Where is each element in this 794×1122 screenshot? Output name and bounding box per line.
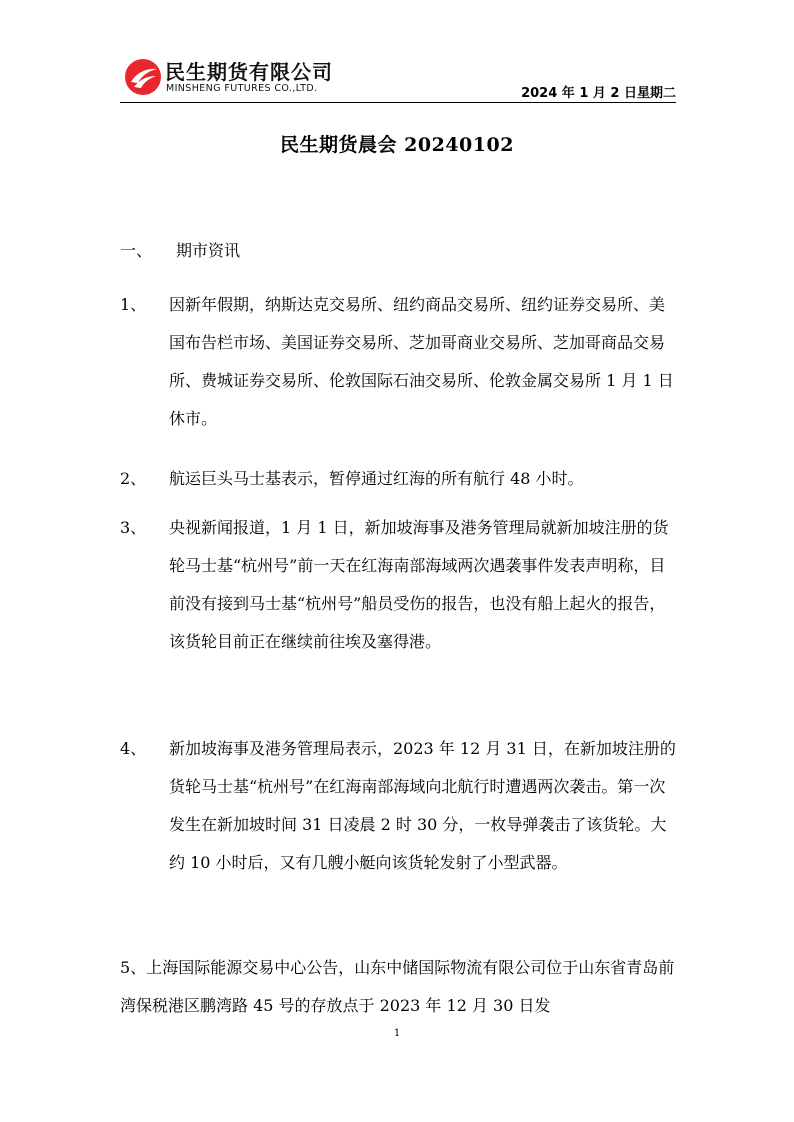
section-number: 一、 xyxy=(120,241,153,260)
section-label: 期市资讯 xyxy=(176,241,241,260)
item-number: 5、 xyxy=(120,958,147,977)
item-text: 央视新闻报道，1 月 1 日，新加坡海事及港务管理局就新加坡注册的货轮马士基“杭州号”前一天在红海南部海域两次遇袭事件发表声明称，目前没有接到马士基“杭州号”船员受伤的报告，也没有船上起火的报告，该货轮目前正在继续前往埃及塞得港。 xyxy=(169,518,669,651)
logo-emblem-icon xyxy=(124,58,162,96)
logo-english-name: MINSHENG FUTURES CO.,LTD. xyxy=(166,83,318,94)
news-item-2 xyxy=(120,460,680,498)
item-text: 因新年假期，纳斯达克交易所、纽约商品交易所、纽约证券交易所、美国布告栏市场、美国证券交易所、芝加哥商业交易所、芝加哥商品交易所、费城证券交易所、伦敦国际石油交易所、伦敦金属交易所 1 月 1 日休市。 xyxy=(169,295,674,428)
item-number: 1、 xyxy=(120,295,147,314)
news-item-5 xyxy=(120,949,680,1025)
section-heading xyxy=(120,238,240,261)
item-number: 2、 xyxy=(120,469,147,488)
page-number: 1 xyxy=(393,1028,401,1039)
news-item-1 xyxy=(120,286,680,438)
company-logo xyxy=(124,56,364,102)
news-item-3 xyxy=(120,509,680,661)
news-item-4 xyxy=(120,730,680,882)
item-text: 上海国际能源交易中心公告，山东中储国际物流有限公司位于山东省青岛前湾保税港区鹏湾路 45 号的存放点于 2023 年 12 月 30 日发 xyxy=(120,958,675,1015)
logo-chinese-name: 民生期货有限公司 xyxy=(165,60,333,84)
header-divider xyxy=(120,102,676,103)
page-title: 民生期货晨会 20240102 xyxy=(280,134,514,156)
item-text: 航运巨头马士基表示，暂停通过红海的所有航行 48 小时。 xyxy=(169,469,584,488)
item-number: 3、 xyxy=(120,518,147,537)
item-text: 新加坡海事及港务管理局表示，2023 年 12 月 31 日，在新加坡注册的货轮马士基“杭州号”在红海南部海域向北航行时遭遇两次袭击。第一次发生在新加坡时间 31 日凌晨 2 时 30 分，一枚导弹袭击了该货轮。大约 10 小时后，又有几艘小艇向该货轮发射了小型武器。 xyxy=(169,739,676,872)
header-date: 2024 年 1 月 2 日星期二 xyxy=(521,86,676,101)
item-number: 4、 xyxy=(120,739,147,758)
